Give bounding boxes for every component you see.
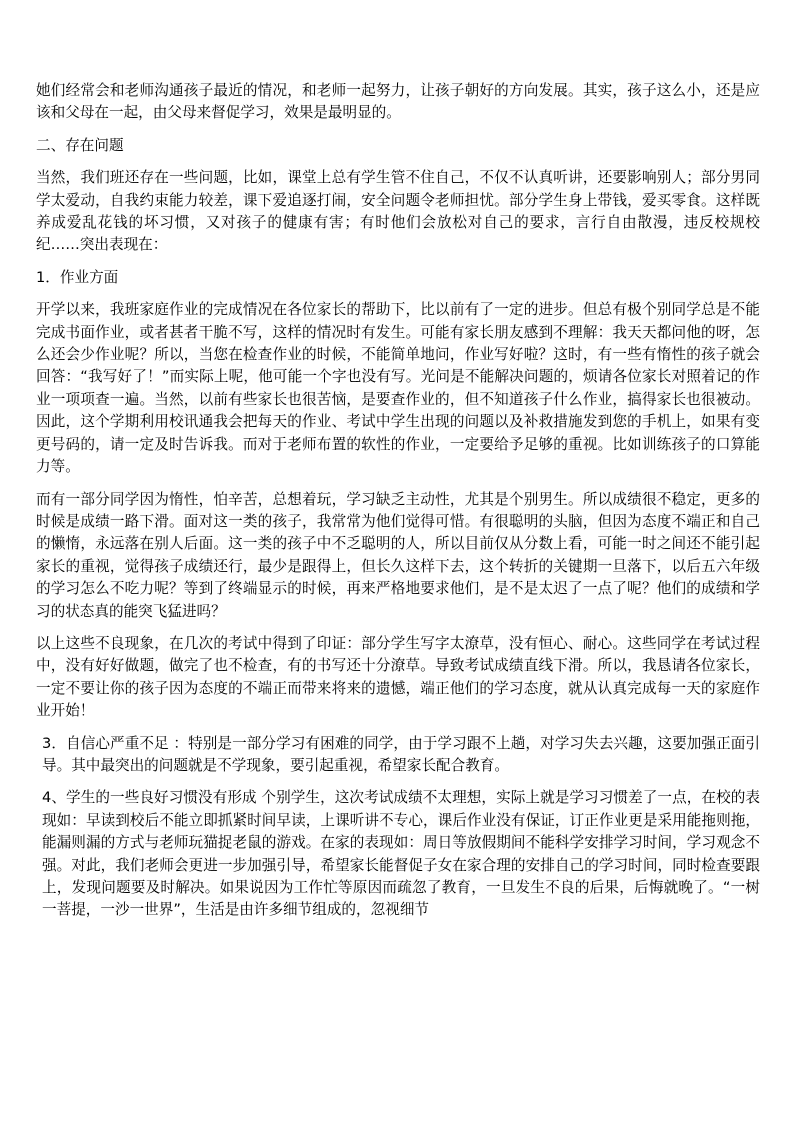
document-page: [36, 80, 760, 932]
paragraph-homework: 开学以来，我班家庭作业的完成情况在各位家长的帮助下，比以前有了一定的进步。但总有极个别同学总是不能完成书面作业，或者甚者干脆不写，这样的情况时有发生。可能有家长朋友感到不理解：我天天都问他的呀，怎么还会少作业呢？所以，当您在检查作业的时候，不能简单地问，作业写好啦？这时，有一些有惰性的孩子就会回答：“我写好了！”而实际上呢，他可能一个字也没有写。光问是不能解决问题的，烦请各位家长对照着记的作业一项项查一遍。当然，以前有些家长也很苦恼，是要查作业的，但不知道孩子什么作业，搞得家长也很被动。因此，这个学期利用校讯通我会把每天的作业、考试中学生出现的问题以及补救措施发到您的手机上，如果有变更号码的，请一定及时告诉我。而对于老师布置的软性的作业，一定要给予足够的重视。比如训练孩子的口算能力等。: [36, 301, 760, 476]
paragraph-confidence: 3．自信心严重不足 ：特别是一部分学习有困难的同学，由于学习跟不上趟，对学习失去兴趣，这要加强正面引导。其中最突出的问题就是不学现象，要引起重视，希望家长配合教育。: [42, 734, 760, 774]
subheading-homework: 1．作业方面: [36, 268, 119, 286]
paragraph-laziness: 而有一部分同学因为惰性，怕辛苦，总想着玩，学习缺乏主动性，尤其是个别男生。所以成绩很不稳定，更多的时候是成绩一路下滑。面对这一类的孩子，我常常为他们觉得可惜。有很聪明的头脑，但因为态度不端正和自己的懒惰，永远落在别人后面。这一类的孩子中不乏聪明的人，所以目前仅从分数上看，可能一时之间还不能引起家长的重视，觉得孩子成绩还行，最少是跟得上，但长久这样下去，这个转折的关键期一旦落下，以后五六年级的学习怎么不吃力呢？等到了终端显示的时候，再来严格地要求他们，是不是太迟了一点了呢？他们的成绩和学习的状态真的能突飞猛进吗？: [36, 490, 760, 620]
section-heading-existing-problems: 二、存在问题: [36, 136, 124, 154]
paragraph-good-habits: 4、学生的一些良好习惯没有形成 个别学生，这次考试成绩不太理想，实际上就是学习习惯差了一点，在校的表现如：早读到校后不能立即抓紧时间早读，上课听讲不专心，课后作业没有保证，订正作业更是采用能拖则拖，能漏则漏的方式与老师玩猫捉老鼠的游戏。在家的表现如：周日等放假期间不能科学安排学习时间，学习观念不强。对此，我们老师会更进一步加强引导，希望家长能督促子女在家合理的安排自己的学习时间，同时检查要跟上，发现问题要及时解决。如果说因为工作忙等原因而疏忽了教育，一旦发生不良的后果，后悔就晚了。“一树一菩提，一沙一世界”，生活是由许多细节组成的，忽视细节: [42, 789, 760, 919]
paragraph-class-problems: 当然，我们班还存在一些问题，比如，课堂上总有学生管不住自己，不仅不认真听讲，还要影响别人；部分男同学太爱动，自我约束能力较差，课下爱追逐打闹，安全问题令老师担忧。部分学生身上带钱，爱买零食。这样既养成爱乱花钱的坏习惯，又对孩子的健康有害；有时他们会放松对自己的要求，言行自由散漫，违反校规校纪……突出表现在：: [36, 169, 760, 254]
paragraph-exam-evidence: 以上这些不良现象，在几次的考试中得到了印证：部分学生写字太潦草，没有恒心、耐心。这些同学在考试过程中，没有好好做题，做完了也不检查，有的书写还十分潦草。导致考试成绩直线下滑。所以，我恳请各位家长，一定不要让你的孩子因为态度的不端正而带来将来的遗憾，端正他们的学习态度，就从认真完成每一天的家庭作业开始！: [36, 634, 760, 720]
paragraph-parents-communication: 她们经常会和老师沟通孩子最近的情况，和老师一起努力，让孩子朝好的方向发展。其实，孩子这么小，还是应该和父母在一起，由父母来督促学习，效果是最明显的。: [36, 82, 760, 122]
